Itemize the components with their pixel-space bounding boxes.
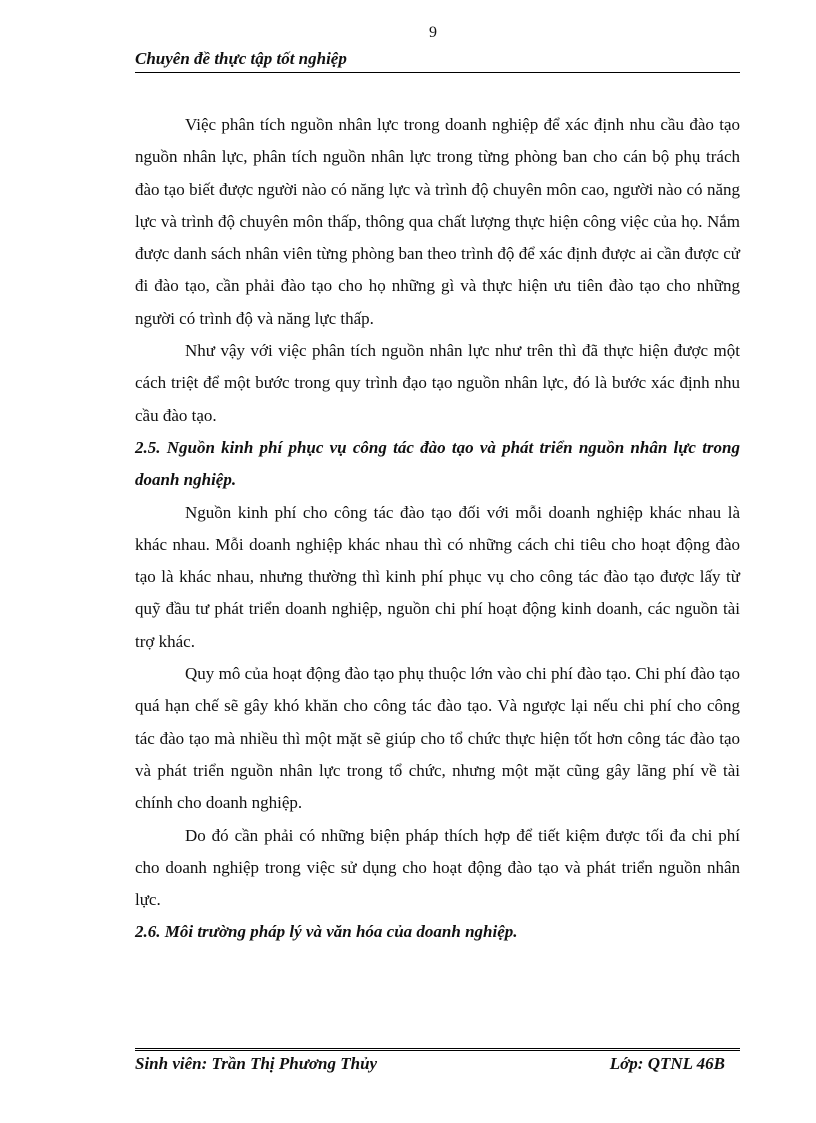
- paragraph-funding-sources: Nguồn kinh phí cho công tác đào tạo đối với mỗi doanh nghiệp khác nhau là khác nhau. Mỗi doanh nghiệp khác nhau thì có những cách chi tiêu cho hoạt động đào tạo là khác nhau, nhưng thường thì kinh phí phục vụ cho công tác đào tạo được lấy từ quỹ đầu tư phát triển doanh nghiệp, nguồn chi phí hoạt động kinh doanh, các nguồn tài trợ khác.: [135, 502, 740, 651]
- page-number: 9: [429, 24, 437, 41]
- footer-student-name: Sinh viên: Trần Thị Phương Thủy: [135, 1054, 378, 1073]
- section-heading-2-6: 2.6. Môi trường pháp lý và văn hóa của doanh nghiệp.: [135, 922, 518, 942]
- footer-class: Lớp: QTNL 46B: [609, 1054, 725, 1073]
- footer-divider: [135, 1048, 740, 1051]
- header-divider: [135, 72, 740, 73]
- page-footer: [135, 1054, 725, 1074]
- paragraph-analysis: Việc phân tích nguồn nhân lực trong doanh nghiệp để xác định nhu cầu đào tạo nguồn nhân lực, phân tích nguồn nhân lực trong từng phòng ban cho cán bộ phụ trách đào tạo biết được người nào có năng lực và trình độ chuyên môn cao, người nào có năng lực và trình độ chuyên môn thấp, thông qua chất lượng thực hiện công việc của họ. Nắm được danh sách nhân viên từng phòng ban theo trình độ để xác định được ai cần được cử đi đào tạo, cần phải đào tạo cho họ những gì và thực hiện ưu tiên đào tạo cho những người có trình độ và năng lực thấp.: [135, 115, 740, 328]
- document-body: [135, 109, 740, 949]
- paragraph-cost-saving: Do đó cần phải có những biện pháp thích hợp để tiết kiệm được tối đa chi phí cho doanh nghiệp trong việc sử dụng cho hoạt động đào tạo và phát triển nguồn nhân lực.: [135, 825, 740, 910]
- paragraph-conclusion: Như vậy với việc phân tích nguồn nhân lực như trên thì đã thực hiện được một cách triệt để một bước trong quy trình đạo tạo nguồn nhân lực, đó là bước xác định nhu cầu đào tạo.: [135, 341, 740, 425]
- paragraph-training-scale: Quy mô của hoạt động đào tạo phụ thuộc lớn vào chi phí đào tạo. Chi phí đào tạo quá hạn chế sẽ gây khó khăn cho công tác đào tạo. Và ngược lại nếu chi phí cho công tác đào tạo mà nhiều thì một mặt sẽ giúp cho tổ chức thực hiện tốt hơn công tác đào tạo và phát triển nguồn nhân lực trong tổ chức, nhưng một mặt cũng gây lãng phí về tài chính cho doanh nghiệp.: [135, 664, 740, 813]
- running-header-title: Chuyên đề thực tập tốt nghiệp: [135, 49, 347, 68]
- section-heading-2-5: 2.5. Nguồn kinh phí phục vụ công tác đào tạo và phát triển nguồn nhân lực trong doanh nghiệp.: [135, 437, 740, 490]
